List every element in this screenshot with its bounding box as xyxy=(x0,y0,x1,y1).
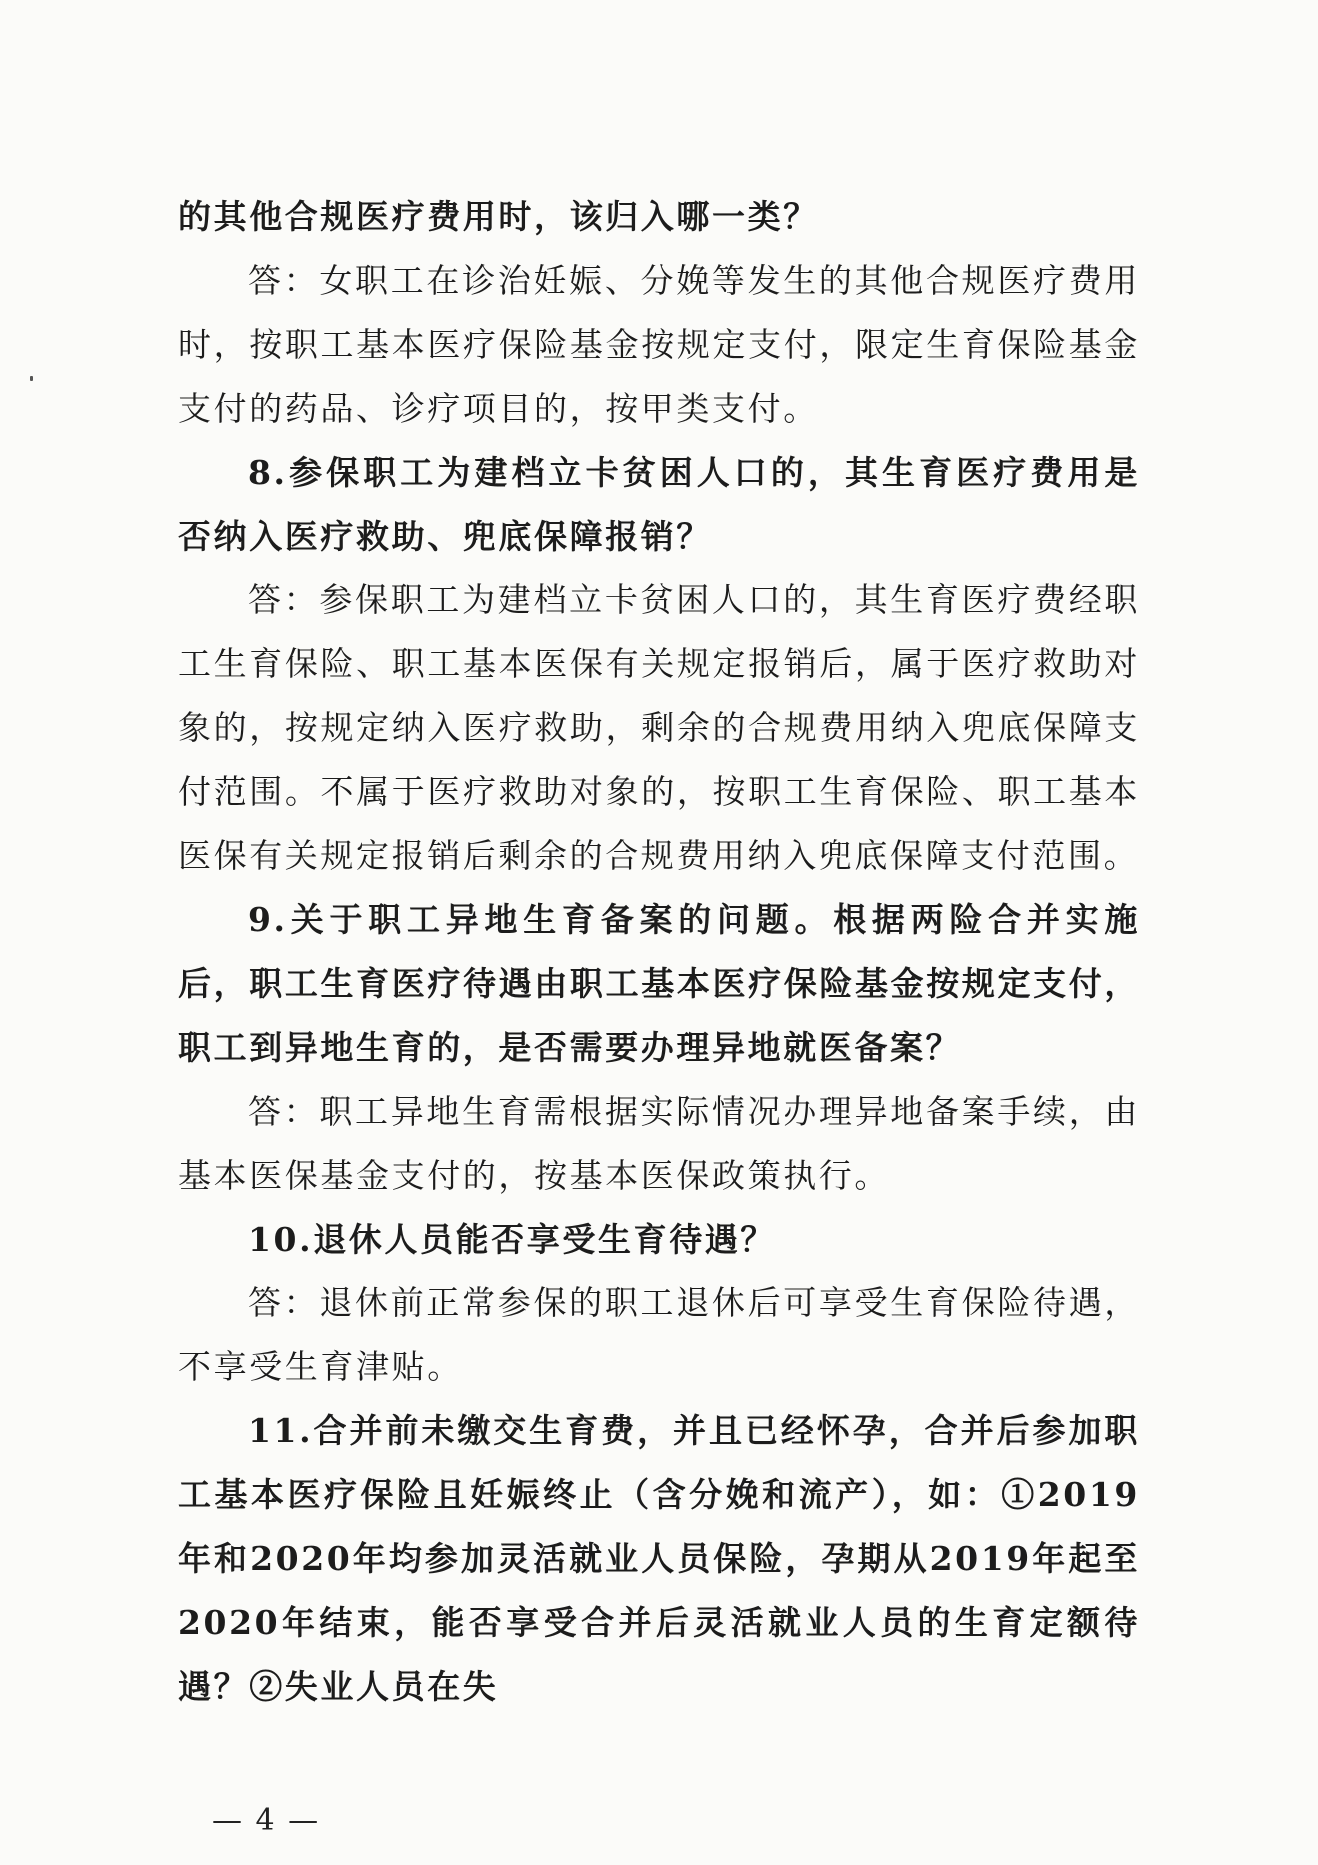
paragraph: 的其他合规医疗费用时，该归入哪一类？ xyxy=(178,197,819,236)
paragraph: 答：参保职工为建档立卡贫困人口的，其生育医疗费经职工生育保险、职工基本医保有关规定报销后，属于医疗救助对象的，按规定纳入医疗救助，剩余的合规费用纳入兜底保障支付范围。不属于医疗救助对象的，按职工生育保险、职工基本医保有关规定报销后剩余的合规费用纳入兜底保障支付范围。 xyxy=(178,580,1140,876)
document-body xyxy=(178,185,1140,1719)
paragraph: 答：女职工在诊治妊娠、分娩等发生的其他合规医疗费用时，按职工基本医疗保险基金按规定支付，限定生育保险基金支付的药品、诊疗项目的，按甲类支付。 xyxy=(178,260,1140,428)
paragraph: 8.参保职工为建档立卡贫困人口的，其生育医疗费用是否纳入医疗救助、兜底保障报销？ xyxy=(178,452,1140,556)
page-number: — 4 — xyxy=(212,1803,321,1838)
paragraph: 答：职工异地生育需根据实际情况办理异地备案手续，由基本医保基金支付的，按基本医保政策执行。 xyxy=(178,1091,1140,1195)
scan-speck xyxy=(30,376,33,381)
paragraph: 9.关于职工异地生育备案的问题。根据两险合并实施后，职工生育医疗待遇由职工基本医疗保险基金按规定支付，职工到异地生育的，是否需要办理异地就医备案？ xyxy=(178,899,1140,1067)
paragraph: 10.退休人员能否享受生育待遇？ xyxy=(248,1219,777,1259)
paragraph: 答：退休前正常参保的职工退休后可享受生育保险待遇，不享受生育津贴。 xyxy=(178,1283,1140,1387)
paragraph: 11.合并前未缴交生育费，并且已经怀孕，合并后参加职工基本医疗保险且妊娠终止（含分娩和流产），如：①2019年和2020年均参加灵活就业人员保险，孕期从2019年起至2020年结束，能否享受合并后灵活就业人员的生育定额待遇？②失业人员在失 xyxy=(178,1411,1140,1706)
